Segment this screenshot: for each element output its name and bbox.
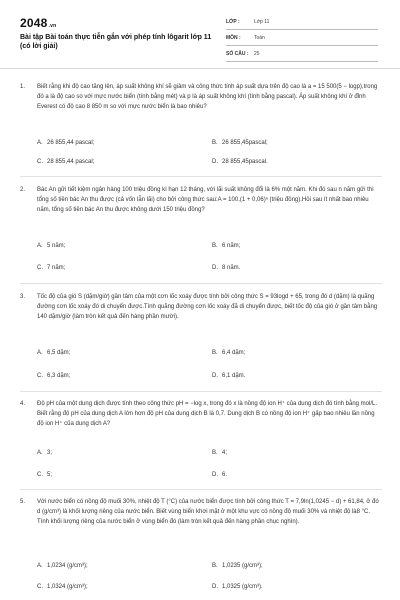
logo-suffix: .vn [48, 23, 57, 29]
question-5 [20, 497, 382, 547]
question-divider [20, 391, 382, 392]
question-1 [20, 82, 382, 142]
option-d[interactable]: D. 8 năm. [212, 265, 241, 271]
question-number: 1. [20, 84, 26, 90]
option-b[interactable]: B. 6 năm; [212, 243, 241, 249]
option-a[interactable]: A. 26 855,44 pascal; [37, 140, 95, 146]
meta-grade [226, 14, 378, 30]
header-divider [0, 68, 400, 69]
question-divider [20, 489, 382, 490]
meta-grade-value: Lớp 11 [254, 18, 270, 25]
option-d[interactable]: D. 6,1 dặm. [212, 373, 246, 379]
option-a[interactable]: A. 1,0234 (g/cm³); [37, 563, 88, 569]
option-d[interactable]: D. 6. [212, 472, 228, 478]
question-text: Với nước biển có nồng độ muối 30%, nhiệt độ T (°C) của nước biển được tính bởi công thức T = 7,9ln(1,0245 − d) + 61,84, ở đó d (g/cm³) là khối lượng riêng của nước biển. Biết vùng biển khơi mặt ở một khu vực có nồng độ muối 30% và nhiệt độ là8 °C. Tính khối lượng riêng của nước biển ở vùng biển đó (làm tròn kết quả đến hàng phần chục nghìn). [37, 499, 379, 525]
option-b[interactable]: B. 6,4 dặm; [212, 350, 246, 356]
option-a[interactable]: A. 5 năm; [37, 243, 66, 249]
question-4 [20, 399, 382, 439]
question-text: Bác An gửi tiết kiệm ngân hàng 100 triệu đồng kì hạn 12 tháng, với lãi suất không đổi là 6% một năm. Khi đó sau n năm gửi thì tổng số tiền bác An thu được (cả vốn lẫn lãi) cho bởi công thức sau:A = 100.(1 + 0,06)ⁿ (triệu đồng).Hỏi sau ít nhất bao nhiêu năm, tổng số tiền bác An thu được không dưới 150 triệu đồng? [37, 187, 374, 213]
option-a[interactable]: A. 6,5 dặm; [37, 350, 71, 356]
option-c[interactable]: C. 5; [37, 472, 53, 478]
option-c[interactable]: C. 6,3 dặm; [37, 373, 71, 379]
question-number: 2. [20, 187, 26, 193]
option-c[interactable]: C. 1,0324 (g/cm³); [37, 584, 88, 590]
meta-grade-label: LỚP : [226, 18, 240, 25]
question-text: Độ pH của một dung dịch được tính theo công thức pH = −log x, trong đó x là nồng độ ion H⁺ của dung dịch đó tính bằng mol/L. Biết rằng độ pH của dung dịch A lớn hơn độ pH của dung dịch B là 0,7. Dung dịch B có nồng độ ion H⁺ gấp bao nhiêu lần nồng độ ion H⁺ của dung dịch A? [37, 401, 378, 427]
document-meta [226, 14, 378, 62]
option-a[interactable]: A. 3; [37, 450, 53, 456]
option-b[interactable]: B. 4; [212, 450, 228, 456]
option-b[interactable]: B. 1,0235 (g/cm³); [212, 563, 263, 569]
option-d[interactable]: D. 1,0325 (g/cm³). [212, 584, 263, 590]
question-number: 4. [20, 401, 26, 407]
question-text: Biết rằng khi độ cao tăng lên, áp suất không khí sẽ giảm và công thức tính áp suất dựa trên độ cao là a = 15 500(5 − logp),trong đó a là độ cao so với mực nước biển (tính bằng mét) và p là áp suất không khí (tính bằng pascal). Áp suất không khí ở đỉnh Everest có độ cao 8 850 m so với mực nước biển là bao nhiêu? [37, 84, 378, 110]
logo-main: 2048 [20, 16, 48, 30]
meta-subject-label: MÔN : [226, 34, 241, 41]
question-text: Tốc độ của gió S (dặm/giờ) gần tâm của một cơn lốc xoáy được tính bởi công thức S = 93logd + 65, trong đó d (dặm) là quãng đường cơn lốc xoáy đó di chuyển được.Tính quãng đường cơn lốc xoáy đã di chuyển được, biết tốc độ của gió ở gần tâm bằng 140 dặm/giờ (làm tròn kết quả đến hàng phần mười). [37, 294, 378, 320]
meta-count-value: 25 [254, 50, 260, 57]
option-c[interactable]: C. 28 855,44 pascal; [37, 159, 95, 165]
option-d[interactable]: D. 28 855,45pascal. [212, 159, 268, 165]
option-c[interactable]: C. 7 năm; [37, 265, 66, 271]
meta-count-label: SỐ CÂU : [226, 50, 249, 57]
document-header [0, 0, 400, 72]
question-divider [20, 176, 382, 177]
option-b[interactable]: B. 26 855,45pascal; [212, 140, 268, 146]
document-title: Bài tập Bài toán thực tiễn gắn với phép tính lôgarit lớp 11 (có lời giải) [20, 34, 212, 50]
meta-count [226, 46, 378, 62]
question-3 [20, 292, 382, 342]
question-number: 3. [20, 294, 26, 300]
meta-subject-value: Toán [254, 34, 265, 41]
question-divider [20, 283, 382, 284]
question-number: 5. [20, 499, 26, 505]
meta-subject [226, 30, 378, 46]
site-logo[interactable] [20, 16, 56, 30]
question-2 [20, 185, 382, 235]
